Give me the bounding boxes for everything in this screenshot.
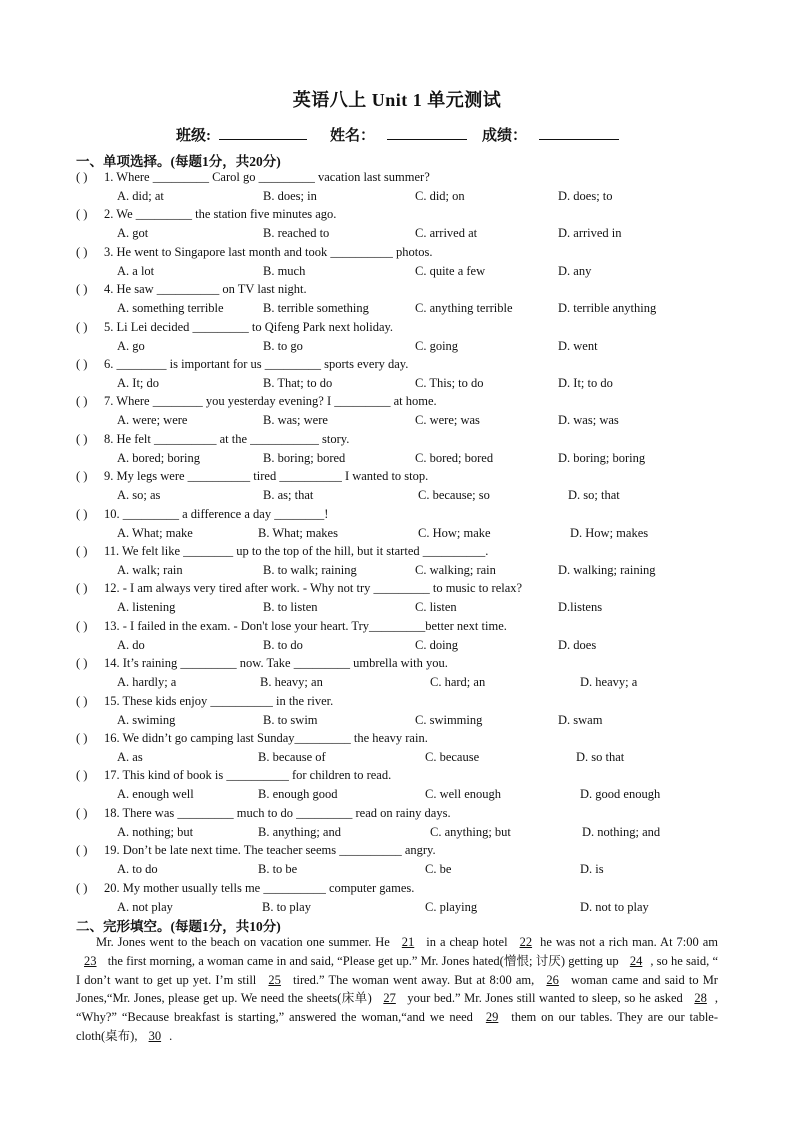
question-text: 19. Don’t be late next time. The teacher seems __________ angry.: [104, 843, 436, 858]
option-b: B. to play: [262, 899, 311, 914]
student-info-row: [0, 124, 794, 144]
question-12: [76, 581, 756, 599]
question-13: [76, 619, 756, 637]
question-16: [76, 731, 756, 749]
answer-bracket[interactable]: ( ): [76, 618, 88, 633]
option-c: C. hard; an: [430, 675, 486, 690]
option-row: [0, 638, 700, 656]
class-label: 班级:: [176, 128, 211, 144]
option-b: B. to go: [263, 338, 303, 353]
option-a: A. do: [117, 637, 145, 652]
score-blank: [539, 125, 619, 140]
passage-text: he was not a rich man. At 7:00 am: [540, 935, 718, 949]
option-a: A. to do: [117, 862, 158, 877]
answer-bracket[interactable]: ( ): [76, 544, 88, 558]
question-text: 6. ________ is important for us _________ sports every day.: [104, 357, 409, 371]
option-c: C. because: [425, 750, 480, 764]
question-2: [76, 207, 756, 225]
option-c: C. because; so: [418, 488, 490, 503]
answer-bracket[interactable]: ( ): [76, 282, 88, 297]
question-17: [76, 768, 756, 786]
question-text: 7. Where ________ you yesterday evening? I _________ at home.: [104, 394, 437, 409]
question-text: 10. _________ a difference a day ________!: [104, 506, 329, 521]
option-b: B. to be: [258, 862, 298, 877]
option-d: D. not to play: [580, 899, 649, 914]
answer-bracket[interactable]: ( ): [76, 170, 88, 184]
option-a: A. enough well: [117, 787, 194, 802]
question-text: 13. - I failed in the exam. - Don't lose your heart. Try_________better next time.: [104, 618, 507, 633]
answer-bracket[interactable]: ( ): [76, 880, 88, 895]
answer-bracket[interactable]: ( ): [76, 506, 88, 521]
option-b: B. enough good: [258, 787, 338, 802]
cloze-blank-22[interactable]: 22: [519, 935, 533, 949]
option-row: [0, 488, 700, 506]
answer-bracket[interactable]: ( ): [76, 693, 88, 708]
option-d: D. good enough: [580, 787, 661, 802]
option-row: [0, 750, 700, 768]
question-text: 8. He felt __________ at the ___________ story.: [104, 431, 350, 446]
option-d: D. How; makes: [570, 525, 649, 540]
question-text: 17. This kind of book is __________ for children to read.: [104, 768, 392, 783]
option-d: D. so; that: [568, 488, 620, 503]
option-b: B. to listen: [263, 600, 318, 615]
option-a: A. hardly; a: [117, 675, 177, 690]
option-d: D. arrived in: [558, 226, 622, 241]
option-d: D. is: [580, 862, 604, 877]
cloze-blank-26[interactable]: 26: [546, 972, 559, 987]
question-3: [76, 245, 756, 263]
option-c: C. did; on: [415, 189, 465, 203]
option-c: C. be: [425, 862, 452, 877]
option-row: [0, 413, 700, 431]
option-b: B. terrible something: [263, 301, 369, 316]
option-d: D. was; was: [558, 413, 619, 428]
option-d: D. swam: [558, 712, 603, 727]
question-6: [76, 357, 756, 375]
option-row: [0, 787, 700, 805]
question-4: [76, 282, 756, 300]
section-heading-1: 一、单项选择。(每题1分，共20分): [76, 154, 281, 169]
option-a: A. It; do: [117, 376, 160, 390]
option-row: [0, 675, 700, 693]
question-text: 16. We didn’t go camping last Sunday_________ the heavy rain.: [104, 731, 428, 745]
question-5: [76, 320, 756, 338]
answer-bracket[interactable]: ( ): [76, 805, 88, 820]
answer-bracket[interactable]: ( ): [76, 207, 88, 222]
answer-bracket[interactable]: ( ): [76, 843, 88, 858]
cloze-blank-23[interactable]: 23: [84, 953, 97, 968]
option-b: B. as; that: [263, 488, 314, 503]
option-b: B. anything; and: [258, 824, 341, 839]
score-field: [482, 124, 619, 145]
cloze-blank-30[interactable]: 30: [148, 1028, 162, 1043]
option-b: B. heavy; an: [260, 675, 323, 690]
cloze-blank-25[interactable]: 25: [268, 972, 281, 987]
option-c: C. swimming: [415, 712, 483, 727]
question-text: 15. These kids enjoy __________ in the river.: [104, 693, 334, 708]
question-11: [76, 544, 756, 562]
option-row: [0, 600, 700, 618]
option-b: B. to swim: [263, 712, 318, 727]
answer-bracket[interactable]: ( ): [76, 319, 88, 334]
question-8: [76, 432, 756, 450]
passage-text: tired.” The woman went away. But at 8:00 am,: [288, 972, 539, 987]
option-c: C. were; was: [415, 413, 480, 428]
question-19: [76, 843, 756, 861]
option-a: A. so; as: [117, 488, 161, 503]
option-c: C. going: [415, 338, 459, 353]
option-c: C. doing: [415, 637, 459, 652]
option-a: A. not play: [117, 899, 173, 914]
question-text: 1. Where _________ Carol go _________ vacation last summer?: [104, 170, 430, 184]
passage-text: .: [169, 1028, 173, 1043]
answer-bracket[interactable]: ( ): [76, 394, 88, 409]
option-b: B. does; in: [263, 189, 317, 203]
option-b: B. That; to do: [263, 376, 333, 390]
question-text: 9. My legs were __________ tired __________ I wanted to stop.: [104, 469, 429, 484]
option-d: D. terrible anything: [558, 301, 657, 316]
question-text: 5. Li Lei decided _________ to Qifeng Park next holiday.: [104, 319, 394, 334]
option-c: C. How; make: [418, 525, 491, 540]
option-row: [0, 825, 700, 843]
option-a: A. a lot: [117, 263, 155, 278]
option-row: [0, 713, 700, 731]
question-text: 4. He saw __________ on TV last night.: [104, 282, 307, 297]
option-d: D. does; to: [558, 189, 613, 203]
option-b: B. because of: [258, 750, 326, 764]
answer-bracket[interactable]: ( ): [76, 581, 88, 596]
option-d: D. any: [558, 263, 592, 278]
option-a: A. nothing; but: [117, 824, 194, 839]
passage-text: , “Why?” “Because breakfast is starting,” answered the woman,“and we need: [76, 991, 718, 1025]
option-a: A. were; were: [117, 413, 188, 428]
option-b: B. to walk; raining: [263, 563, 357, 577]
option-a: A. bored; boring: [117, 450, 200, 465]
cloze-passage: [76, 933, 718, 1046]
option-c: C. quite a few: [415, 263, 486, 278]
option-c: C. This; to do: [415, 376, 484, 390]
question-1: [76, 170, 756, 188]
question-text: 14. It’s raining _________ now. Take _________ umbrella with you.: [104, 656, 448, 671]
option-row: [0, 339, 700, 357]
question-20: [76, 881, 756, 899]
answer-bracket[interactable]: ( ): [76, 731, 88, 745]
section-heading-2: 二、完形填空。(每题1分，共10分): [76, 919, 281, 934]
name-blank: [387, 125, 467, 140]
answer-bracket[interactable]: ( ): [76, 357, 88, 371]
option-c: C. arrived at: [415, 226, 478, 241]
question-9: [76, 469, 756, 487]
option-c: C. playing: [425, 899, 478, 914]
answer-bracket[interactable]: ( ): [76, 431, 88, 446]
option-d: D. so that: [576, 750, 625, 764]
option-d: D. walking; raining: [558, 563, 656, 577]
option-c: C. listen: [415, 600, 457, 615]
option-c: C. anything terrible: [415, 301, 513, 316]
option-a: A. listening: [117, 600, 176, 615]
class-field: [176, 124, 307, 145]
option-row: [0, 451, 700, 469]
question-18: [76, 806, 756, 824]
question-14: [76, 656, 756, 674]
passage-text: , so he said, “ I don’t want to get up yet. I’m still: [76, 953, 718, 987]
option-b: B. boring; bored: [263, 450, 346, 465]
option-d: D. It; to do: [558, 376, 613, 390]
passage-text: them on our tables. They are our table-cloth(桌布),: [76, 1010, 718, 1043]
option-d: D. boring; boring: [558, 450, 646, 465]
option-b: B. to do: [263, 637, 303, 652]
option-row: [0, 264, 700, 282]
question-text: 3. He went to Singapore last month and took __________ photos.: [104, 244, 433, 259]
option-row: [0, 301, 700, 319]
question-7: [76, 394, 756, 412]
option-a: A. did; at: [117, 189, 164, 203]
page-title: 英语八上 Unit 1 单元测试: [292, 90, 502, 110]
option-a: A. What; make: [117, 525, 193, 540]
passage-text: Mr. Jones went to the beach on vacation one summer. He: [96, 935, 394, 949]
option-b: B. much: [263, 263, 306, 278]
question-text: 11. We felt like ________ up to the top of the hill, but it started __________.: [104, 544, 489, 558]
option-b: B. was; were: [263, 413, 328, 428]
cloze-blank-21[interactable]: 21: [401, 935, 415, 949]
option-row: [0, 563, 700, 581]
question-10: [76, 507, 756, 525]
passage-text: the first morning, a woman came in and said, “Please get up.” Mr. Jones hated(憎恨; 讨厌) getting up: [104, 953, 622, 968]
cloze-blank-27[interactable]: 27: [383, 991, 396, 1006]
option-a: A. got: [117, 226, 149, 241]
option-a: A. something terrible: [117, 301, 224, 316]
option-c: C. anything; but: [430, 824, 511, 839]
answer-bracket[interactable]: ( ): [76, 244, 88, 259]
cloze-blank-24[interactable]: 24: [629, 953, 643, 968]
option-a: A. swiming: [117, 712, 176, 727]
passage-text: in a cheap hotel: [422, 935, 512, 949]
option-d: D. nothing; and: [582, 824, 661, 839]
option-row: [0, 376, 700, 394]
cloze-blank-28[interactable]: 28: [694, 991, 707, 1006]
option-d: D. heavy; a: [580, 675, 638, 690]
option-b: B. What; makes: [258, 525, 338, 540]
option-row: [0, 226, 700, 244]
answer-bracket[interactable]: ( ): [76, 656, 88, 671]
option-row: [0, 189, 700, 207]
question-text: 20. My mother usually tells me __________ computer games.: [104, 880, 415, 895]
option-a: A. go: [117, 338, 145, 353]
option-d: D. went: [558, 338, 598, 353]
question-text: 2. We _________ the station five minutes ago.: [104, 207, 337, 222]
name-field: [330, 124, 467, 145]
cloze-blank-29[interactable]: 29: [485, 1010, 499, 1025]
option-b: B. reached to: [263, 226, 330, 241]
option-a: A. as: [117, 750, 143, 764]
score-label: 成绩：: [482, 128, 528, 144]
option-a: A. walk; rain: [117, 563, 183, 577]
answer-bracket[interactable]: ( ): [76, 768, 88, 783]
option-c: C. well enough: [425, 787, 502, 802]
passage-text: woman came and said to Mr Jones,“Mr. Jones, please get up. We need the sheets(床单): [76, 972, 718, 1006]
option-d: D.listens: [558, 600, 603, 615]
question-text: 18. There was _________ much to do _________ read on rainy days.: [104, 805, 451, 820]
option-c: C. bored; bored: [415, 450, 494, 465]
option-row: [0, 526, 700, 544]
option-d: D. does: [558, 637, 597, 652]
question-15: [76, 694, 756, 712]
option-c: C. walking; rain: [415, 563, 496, 577]
class-blank: [219, 125, 307, 140]
passage-text: your bed.” Mr. Jones still wanted to sleep, so he asked: [403, 991, 687, 1006]
name-label: 姓名：: [330, 128, 376, 144]
option-row: [0, 862, 700, 880]
question-text: 12. - I am always very tired after work. - Why not try _________ to music to relax?: [104, 581, 523, 596]
answer-bracket[interactable]: ( ): [76, 469, 88, 484]
